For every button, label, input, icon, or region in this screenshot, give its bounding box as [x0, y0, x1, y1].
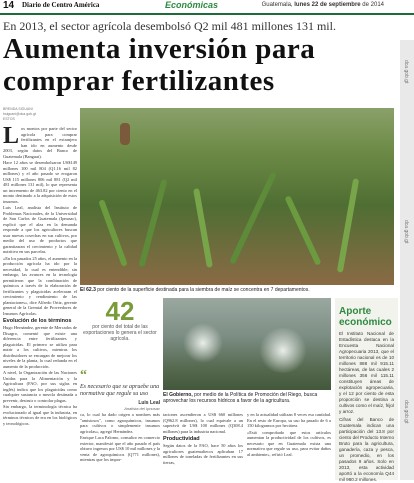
- article-column-4: [247, 412, 331, 458]
- paragraph: taciones ascendieron a US$ 660 millones (Q962.8 millones), lo cual equivale a un superávit de US$ 100 millones (Q308.4 millones) para la industria nacional.: [163, 412, 243, 434]
- paragraph: Hugo Hernández, gerente de Mercados de Disagro, comentó que existe una diferencia entre fertilizantes y plaguicidas. El primero se utiliza para nutrir a los cultivos, mientras los distribuidores se encargan de mejorar los niveles de la planta, lo cual redunda en el aumento de la producción.: [3, 325, 77, 369]
- page-number: 14: [3, 0, 15, 11]
- quote-role: Analista del Ipnusac: [124, 406, 160, 411]
- photo-caption: El 62.3 por ciento de la superficie destinada para la siembra de maíz se concentra en 7 departamentos.: [80, 287, 310, 293]
- paragraph: Enrique Laca Palomo, consultor en comercio exterior, manifestó que el año pasado el país obtuvo ingresos por US$ 10 mil millones y la venta de agroquímicos (Q771 millones), mientras que los impor-: [80, 435, 161, 462]
- plant-leaf: [138, 179, 167, 267]
- stat-box: [80, 298, 160, 342]
- paragraph: «Está comprobado que estos artículos aumentan la productividad de los cultivos, es necesario que en Guatemala exista una normativa que regule su uso, para evitar daños al ambiente», refirió Leal.: [247, 429, 331, 457]
- irrigation-photo: [163, 298, 331, 390]
- plant-leaf: [98, 199, 128, 267]
- byline-name: BRENDA SIGUANI: [3, 107, 33, 111]
- paragraph: y en la actualidad utilizan 8 veces esa cantidad. En el resto de Europa, su uso ha pasado de 6 a 150 kilogramos por hectárea.: [247, 412, 331, 428]
- publication-name: Diario de Centro América: [22, 1, 100, 9]
- water-spray: [258, 328, 308, 373]
- sidebar-title: Aporte económico: [339, 306, 392, 328]
- byline-email: bsiguani@dca.gob.gt: [3, 112, 36, 116]
- paragraph: Según datos de la FAO, hace 50 años los agricultores guatemaltecos aplicaban 17 millones de toneladas de fertilizantes en sus tierras,: [163, 443, 243, 465]
- paragraph: Sin embargo, la terminología técnica ha evolucionado al igual que la industria, en términos técnicos de era en los biológicos y tecnológicos.: [3, 404, 77, 426]
- plant-leaf: [193, 188, 213, 268]
- headline-line-1: Aumenta inversión para: [3, 33, 316, 65]
- pull-quote: [80, 366, 160, 411]
- plant-leaf: [284, 195, 321, 266]
- article-column-2: [80, 412, 160, 464]
- byline-role: ESTOS: [3, 117, 15, 121]
- side-strip: [400, 40, 414, 480]
- article-column-3: [163, 412, 243, 466]
- headline-line-2: comprar fertilizantes: [3, 65, 275, 97]
- header-rule: [0, 13, 414, 15]
- quote-mark-icon: “: [80, 368, 87, 383]
- drop-cap: L: [3, 123, 20, 149]
- side-strip-text: dca.gob.gt: [403, 220, 409, 244]
- field-photo: [80, 108, 394, 285]
- paragraph: El Instituto Nacional de Estadística destaca en la Encuesta Nacional Agropecuaria 2013, que el territorio nacional es de 10 millones 888 mil 915.11 hectáreas, de las cuales 2 millones 356 mil 115.11 constituyen áreas de explotación agropecuaria, y el 12 por ciento de esta proporción se destina a cultivos como el maíz, frijol y arroz.: [339, 331, 394, 414]
- article-column-1: [3, 123, 78, 427]
- farmer-figure: [120, 123, 130, 145]
- article-headline: [3, 33, 315, 97]
- subhead: Productividad: [163, 436, 200, 442]
- section-name: Económicas: [165, 0, 219, 10]
- stat-label: por ciento del total de las exportaciones lo genera el sector agrícola.: [83, 324, 157, 342]
- paragraph: Cifras del Banco de Guatemala indican una participación del 13.8 por ciento del Producto Interno Bruto para la agricultura, ganadería, caza y pesca, un promedio, en los pasados 9 años. Solo en 2013, esta actividad aportó a la economía Q44 mil 980.2 millones.: [339, 417, 394, 482]
- byline: [3, 107, 36, 122]
- page-header: [0, 0, 414, 14]
- plant-leaf: [337, 178, 359, 273]
- paragraph: A nivel, la Organización de las Naciones Unidas para la Alimentación y la Agricultura (FAO, por sus siglas en inglés) indica que los plaguicidas como cualquier sustancia o mezcla destinada a prevenir, destruir o controlar plagas.: [3, 370, 77, 403]
- paragraph: Luis Leal, analista del Instituto de Problemas Nacionales, de la Universidad de San Carlos de Guatemala (Ipnusac), explicó que el alza en la demanda responde a que los agricultores buscan usar nuevas cosechas en sus cultivos, por medio del uso de productos que garantizaran el crecimiento y la calidad nutritiva en sus parcelas.: [3, 205, 77, 254]
- paragraph: Hace 12 años se desembolsaron US$149 millones 100 mil 804 (Q1.16 mil 82 millones) y el año pasado se erogaron US$ 115 millones 806 mil 881 (Q2 mil 481 millones 131 mil), lo que representa un incremento de 463.82 por ciento en el monto destinado a la adquisición de estos insumos.: [3, 160, 77, 204]
- page-date: Guatemala, lunes 22 de septiembre de 2014: [261, 2, 384, 8]
- paragraph: Los montos por parte del sector agrícola para comprar fertilizantes en el extranjero han ido en aumento desde 2003, según datos del Banco de Guatemala (Banguat).: [3, 123, 77, 159]
- sidebar-text: [339, 331, 394, 483]
- photo-caption-2: El Gobierno, por medio de la Política de Promoción del Riego, busca aprovechar los recursos hídricos a favor de la agricultura.: [163, 392, 318, 404]
- subhead: Evolución de los términos: [3, 318, 72, 324]
- article-lead: En 2013, el sector agrícola desembolsó Q2 mil 481 millones 131 mil.: [3, 19, 336, 33]
- water-spray: [183, 323, 223, 363]
- quote-author: Luis Leal: [138, 400, 160, 406]
- sidebar-box: [335, 298, 398, 480]
- quote-text: Es necesario que se apruebe una normativa que regule su uso: [80, 384, 160, 397]
- paragraph: ca, lo cual ha dado origen a nombres más "amistosos", como agroquímicos, insumos para cultivos o simplemente insumos agrícolas», agregó Hernández.: [80, 412, 160, 434]
- side-strip-text: dca.gob.gt: [403, 400, 409, 424]
- side-strip-text: dca.gob.gt: [403, 60, 409, 84]
- plant-leaf: [229, 171, 277, 264]
- stat-value: 42: [105, 296, 135, 326]
- paragraph: «En los pasados 25 años, el aumento en la producción agrícola ha ido por la necesidad, lo cual es entendible; sin embargo, las avances en la tecnología permitieron que la combinación de químicos a través de la elaboración de fertilizantes y plaguicidas aceleraran el crecimiento y rendimiento de las plantaciones», dice Alfredo Ortiz, gerente general de la Gremial de Proveedores de Insumos Agrícolas.: [3, 255, 78, 316]
